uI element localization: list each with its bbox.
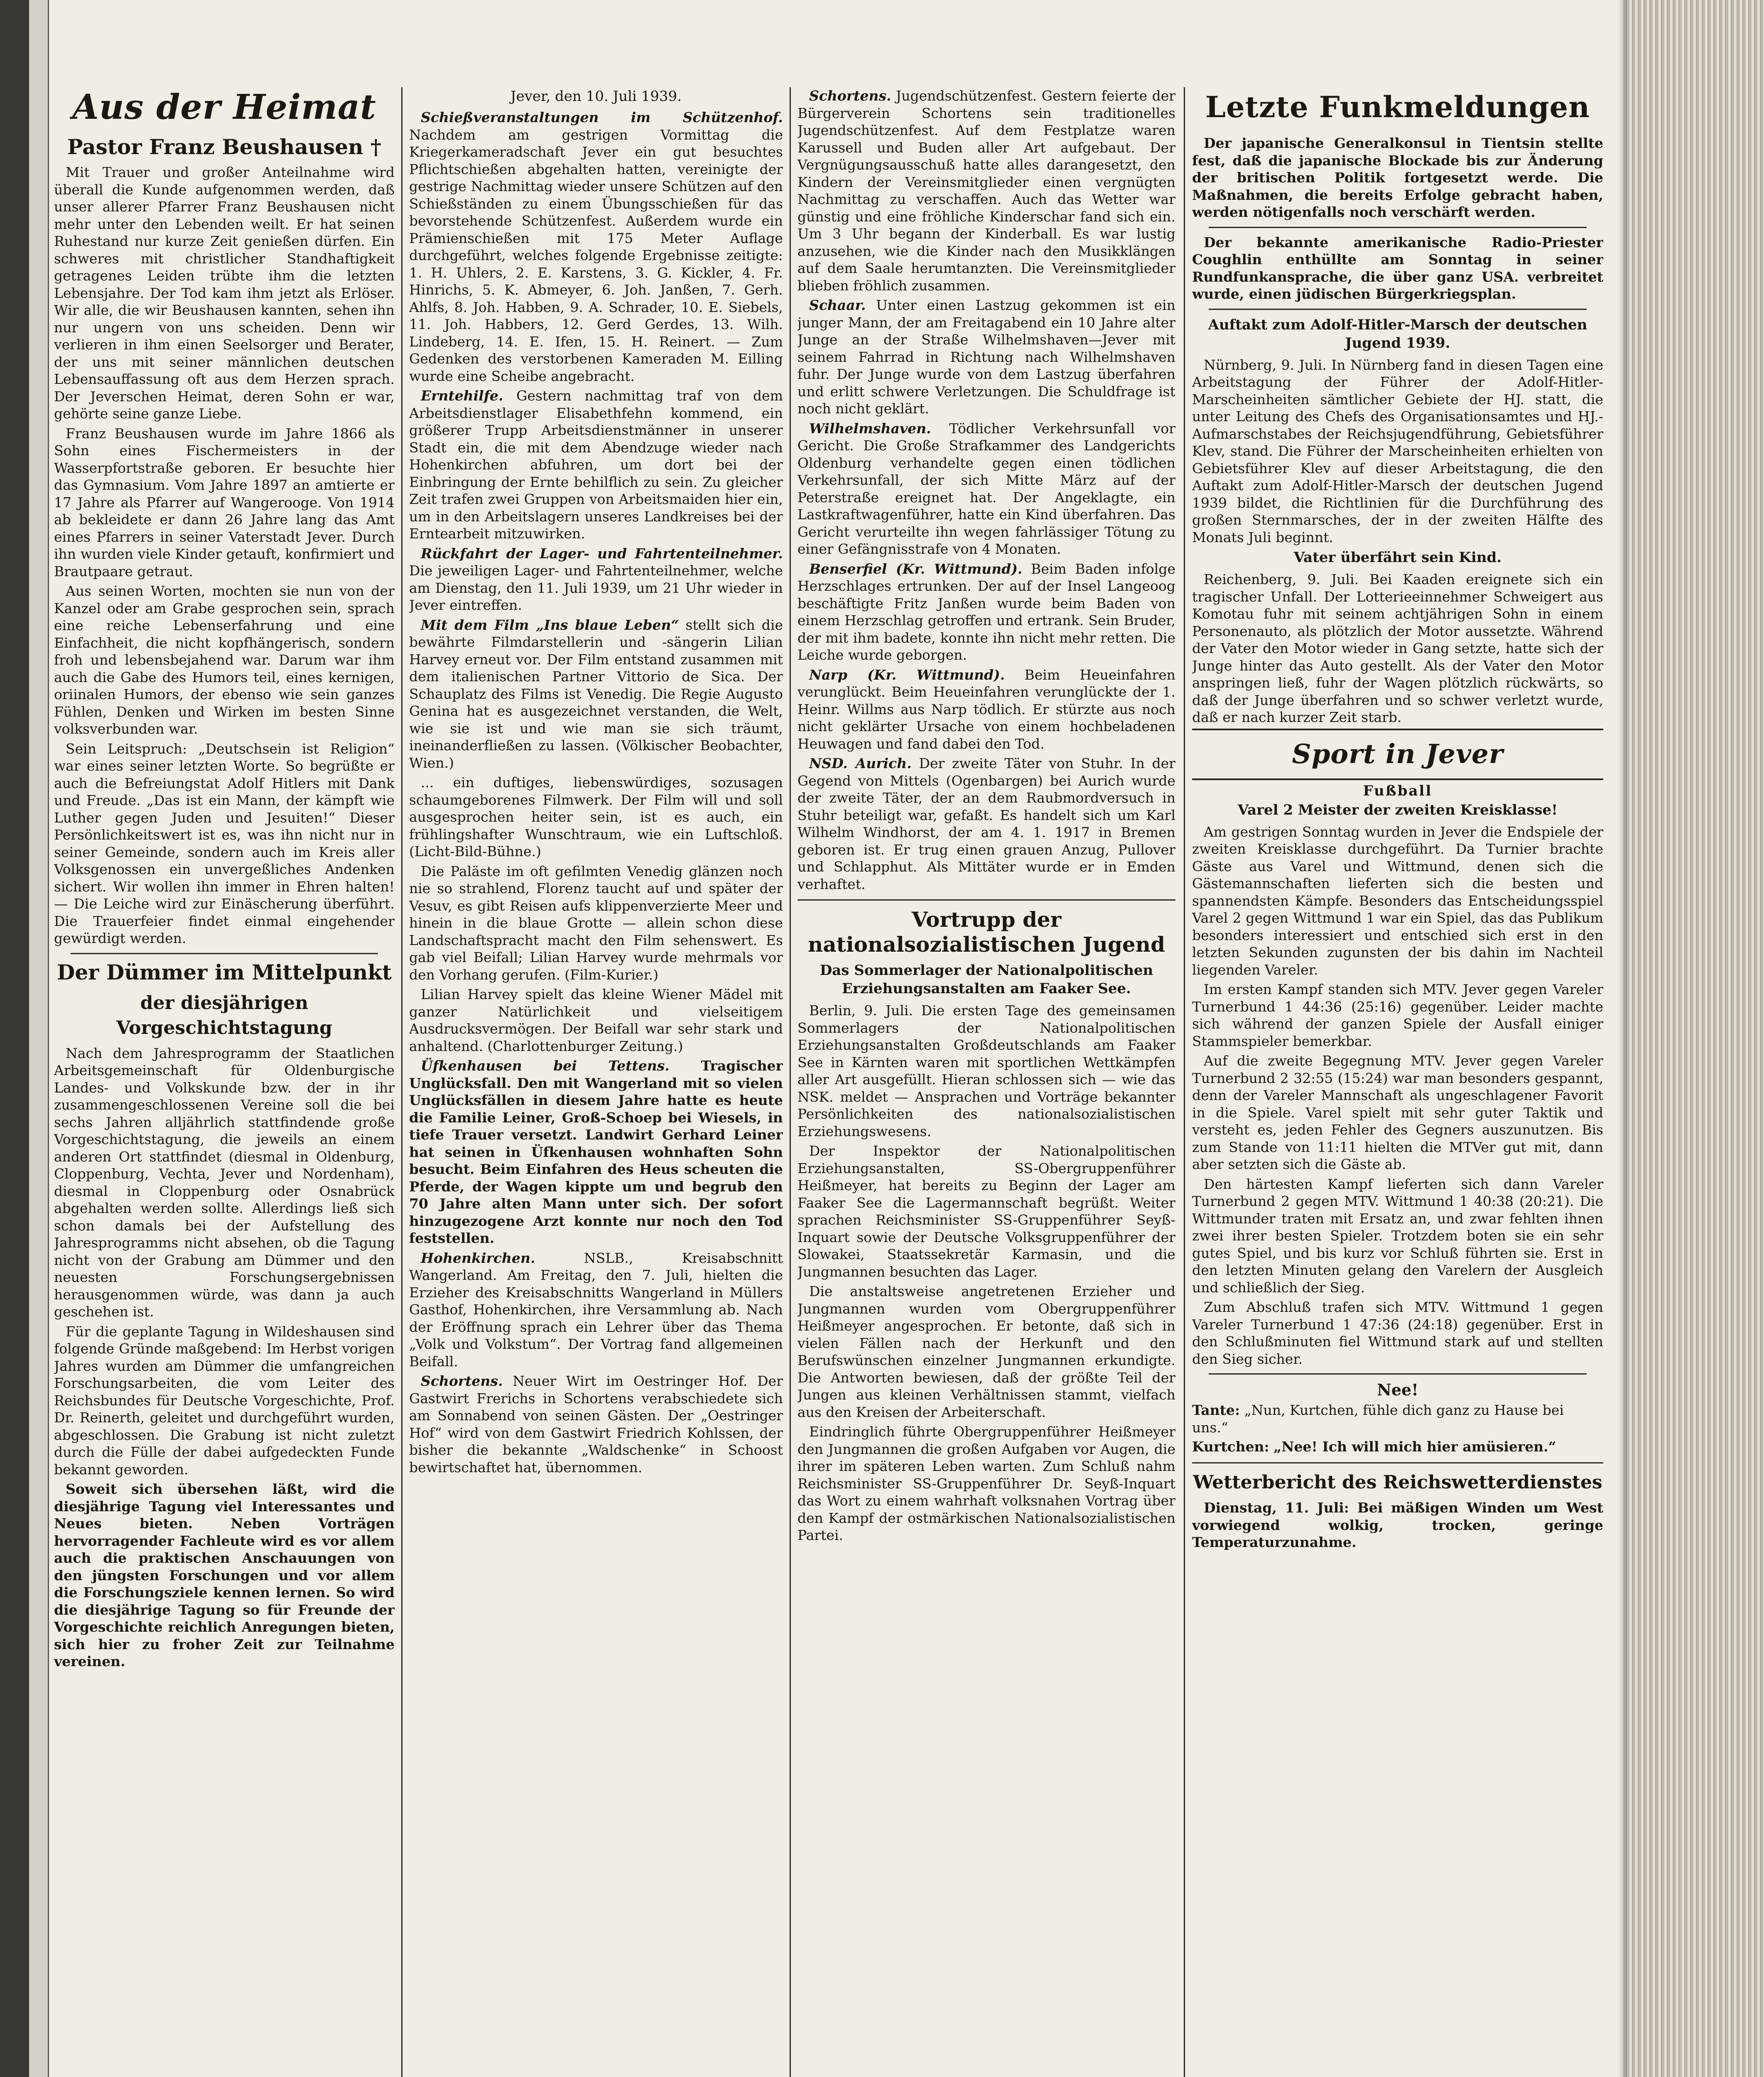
funk-item: Der japanische Generalkonsul in Tientsin stellte fest, daß die japanische Blockade bis zur Änderung der britischen Politik fortgesetzt werde. Die Maßnahmen, die bereits Erfolge gebracht haben, werden nötigenfalls noch verschärft werden. <box>1192 135 1603 220</box>
divider <box>1209 227 1587 228</box>
news-item <box>797 297 1175 417</box>
news-item-lead: Narp (Kr. Wittmund). <box>809 666 1005 683</box>
news-item-lead: Rückfahrt der Lager- und Fahrtenteilnehmer. <box>421 545 783 562</box>
article-subtitle-duemmer: der diesjährigen Vorgeschichtstagung <box>116 992 332 1038</box>
page-edge-stack <box>1627 0 1764 2077</box>
news-item <box>797 420 1175 558</box>
page-edge-shadow <box>1618 0 1627 2077</box>
news-item-lead: Wilhelmshaven. <box>809 420 931 437</box>
news-item-text: NSLB., Kreisabschnitt Wangerland. Am Freitag, den 7. Juli, hielten die Erzieher des Kreisabschnitts Wangerland in Müllers Gasthof, Hohenkirchen, ihre Versammlung ab. Nach der Eröffnung sprach ein Lehrer über das Thema „Volk und Volkstum“. Der Vortrag fand allgemeinen Beifall. <box>409 1250 783 1370</box>
news-item <box>797 755 1175 893</box>
column-rule <box>401 87 402 2077</box>
section-title-funkmeldungen: Letzte Funkmeldungen <box>1205 90 1590 124</box>
news-item-lead: Erntehilfe. <box>421 388 503 404</box>
article-paragraph: Nach dem Jahresprogramm der Staatlichen Arbeitsgemeinschaft für Oldenburgische Landes- und Volkskunde bzw. der in ihr zusammengeschlossenen Vereine soll die bei sechs Jahren alljährlich stattfindende große Vorgeschichtstagung, die jeweils an einem anderen Ort stattfindet (diesmal in Oldenburg, Cloppenburg, Vechta, Jever und Nordenham), diesmal in Cloppenburg oder Osnabrück abgehalten werden sollte. Allerdings ließ sich schon damals bei der Aufstellung des Jahresprogramms nicht absehen, ob die Tagung nicht von der Grabung am Dümmer und den neuesten Forschungsergebnissen herausgenommen würde, was dann ja auch geschehen ist. <box>54 1045 395 1320</box>
news-item-text: Tödlicher Verkehrsunfall vor Gericht. Die Große Strafkammer des Landgerichts Oldenburg verhandelte gegen einen tödlichen Verkehrsunfall, der sich Mitte März auf der Peterstraße ereignet hat. Der Angeklagte, ein Lastkraftwagenführer, hatte ein Kind überfahren. Das Gericht verurteilte ihn wegen fahrlässiger Tötung zu einer Gefängnisstrafe von 4 Monaten. <box>797 420 1175 557</box>
article-title-varel: Varel 2 Meister der zweiten Kreisklasse! <box>1237 801 1558 818</box>
news-item-lead: Hohenkirchen. <box>421 1250 535 1266</box>
news-item-text: Beim Heueinfahren verunglückt. Beim Heueinfahren verunglückte der 1. Heinr. Willms aus Narp tödlich. Er stürzte aus noch nicht geklärter Ursache von einem hochbeladenen Heuwagen und fand dabei den Tod. <box>797 666 1175 752</box>
obituary-paragraph: Franz Beushausen wurde im Jahre 1866 als Sohn eines Fischermeisters in der Wasserpfortstraße geboren. Er besuchte hier das Gymnasium. Vom Jahre 1897 an amtierte er 17 Jahre als Pfarrer auf Wangerooge. Von 1914 ab bekleidete er dann 26 Jahre lang das Amt eines Pfarrers in seiner Vaterstadt Jever. Durch ihn wurden viele Kinder getauft, konfirmiert und Brautpaare getraut. <box>54 425 395 579</box>
news-item-text: Tragischer Unglücksfall. Den mit Wangerland mit so vielen Unglücksfällen in diesem Jahre hatte es heute die Familie Leiner, Groß-Schoep bei Wiesels, in tiefe Trauer versetzt. Landwirt Gerhard Leiner hat seinen in Üfkenhausen wohnhaften Sohn besucht. Beim Einfahren des Heus scheuten die Pferde, der Wagen kippte um und begrub den 70 Jahre alten Mann unter sich. Der sofort hinzugezogene Arzt konnte nur noch den Tod feststellen. <box>409 1058 783 1246</box>
news-item-text: Neuer Wirt im Oestringer Hof. Der Gastwirt Frerichs in Schortens verabschiedete sich am Sonnabend von seinen Gästen. Der „Oestringer Hof“ wird von dem Gastwirt Friedrich Kohlssen, der bisher die bekannte „Waldschenke“ in Schoost bewirtschaftet hat, übernommen. <box>409 1373 783 1476</box>
joke-speaker: Tante: <box>1192 1402 1240 1418</box>
joke-speaker: Kurtchen: <box>1192 1439 1269 1455</box>
divider <box>1209 309 1587 310</box>
article-paragraph: Reichenberg, 9. Juli. Bei Kaaden ereignete sich ein tragischer Unfall. Der Lotterieeinnehmer Schweigert aus Komotau fuhr mit seinem achtjährigen Sohn in einem Personenauto, als plötzlich der Motor aussetzte. Während der Vater den Motor wieder in Gang setzte, hatte sich der Junge hinter das Auto gestellt. Als der Vater den Motor anspringen ließ, fuhr der Wagen plötzlich rückwärts, so daß der Junge überfahren und so schwer verletzt wurde, daß er nach kurzer Zeit starb. <box>1192 571 1603 725</box>
obituary-title: Pastor Franz Beushausen † <box>67 135 382 159</box>
article-title-vater: Vater überfährt sein Kind. <box>1293 549 1502 566</box>
column-rule <box>1184 87 1185 2077</box>
news-item-text: stellt sich die bewährte Filmdarstellerin und -sängerin Lilian Harvey erneut vor. Der Film entstand zusammen mit dem italienischen Partner Vittorio de Sica. Der Schauplatz des Films ist Venedig. Die Regie Augusto Genina hat es ausgezeichnet verstanden, die Welt, wie sie ist und wie man sie sich träumt, ineinanderfließen zu lassen. (Völkischer Beobachter, Wien.) <box>409 616 783 771</box>
dateline: Jever, den 10. Juli 1939. <box>510 88 682 105</box>
news-item <box>409 863 783 984</box>
news-item-text: Gestern nachmittag traf von dem Arbeitsdienstlager Elisabethfehn kommend, ein größerer Trupp Arbeitsdienstmänner in unserer Stadt ein, die mit dem Abendzuge wieder nach Hohenkirchen abfuhren, um dort bei der Einbringung der Ernte behilflich zu sein. Zu gleicher Zeit trafen zwei Gruppen von Arbeitsmaiden hier ein, um in den Arbeitslagern unseres Landkreises bei der Erntearbeit mitzuwirken. <box>409 388 783 542</box>
sport-paragraph: Auf die zweite Begegnung MTV. Jever gegen Vareler Turnerbund 2 32:55 (15:24) war man besonders gespannt, denn der Vareler Mannschaft als ungeschlagener Favorit in die Spiele. Varel spielt mit sehr guter Taktik und versteht es, jeden Fehler des Gegners auszunutzen. Bis zum Stande von 11:11 hielten die MTVer gut mit, dann aber setzten sich die Gäste ab. <box>1192 1053 1603 1172</box>
news-item <box>409 1057 783 1247</box>
column-3 <box>797 87 1175 2077</box>
news-item-text: Nachdem am gestrigen Vormittag die Kriegerkameradschaft Jever ein gut besuchtes Pflichtschießen abgehalten hatten, vereinigte der gestrige Nachmittag wieder unsere Schützen auf den Schießständen zu einem Übungsschießen für das bevorstehende Schützenfest. Außerdem wurde ein Prämienschießen mit 175 Meter Auflage durchgeführt, welches folgende Ergebnisse zeitigte: 1. H. Uhlers, 2. E. Karstens, 3. G. Kickler, 4. Fr. Hinrichs, 5. K. Abmeyer, 6. Joh. Janßen, 7. Gerh. Ahlfs, 8. Joh. Habben, 9. A. Schrader, 10. E. Siebels, 11. Joh. Habbers, 12. Gerd Gerdes, 13. Wilh. Lindeberg, 14. E. Ifen, 15. H. Reinert. — Zum Gedenken des verstorbenen Kameraden M. Eilling wurde eine Scheibe angebracht. <box>409 126 783 384</box>
article-paragraph: Die anstaltsweise angetretenen Erzieher und Jungmannen wurden vom Obergruppenführer Heißmeyer angesprochen. Er betonte, daß sich in vielen Fällen nach der Herkunft und den Berufswünschen einzelner Jungmannen erkundigte. Die Antworten bewiesen, daß der größte Teil der Jungen aus kleinen Verhältnissen stammt, vielfach aus den Kreisen der Arbeiterschaft. <box>797 1283 1175 1420</box>
news-item-text: Beim Baden infolge Herzschlages ertrunken. Der auf der Insel Langeoog beschäftigte Fritz Janßen wurde beim Baden von einem Herzschlag getroffen und ertrank. Sein Bruder, der mit ihm badete, konnte ihn nicht mehr retten. Die Leiche wurde geborgen. <box>797 560 1175 663</box>
divider <box>797 899 1175 901</box>
news-item-lead: NSD. Aurich. <box>809 755 912 771</box>
news-item <box>797 560 1175 664</box>
sport-paragraph: Im ersten Kampf standen sich MTV. Jever gegen Vareler Turnerbund 1 44:36 (25:16) gegenüber. Leider machte sich während der ganzen Spiele der Ausfall einiger Stammspieler bemerkbar. <box>1192 981 1603 1049</box>
news-item-text: Die Paläste im oft gefilmten Venedig glänzen noch nie so strahlend, Florenz taucht auf und später der Vesuv, es gibt Reisen aufs klippenverzierte Meer und hinein in die blaue Grotte — allein schon diese Landschaftspracht macht den Film sehenswert. Es gab viel Beifall; Lilian Harvey wurde mehrmals vor den Vorhang gerufen. (Film-Kurier.) <box>409 863 783 983</box>
news-item-lead: Schaar. <box>809 297 866 313</box>
divider <box>1209 1373 1587 1375</box>
news-item <box>409 1250 783 1370</box>
article-paragraph: Berlin, 9. Juli. Die ersten Tage des gemeinsamen Sommerlagers der Nationalpolitischen Erziehungsanstalten Großdeutschlands am Faaker See in Kärnten waren mit sportlichen Wettkämpfen aller Art ausgefüllt. Hieran schlossen sich — wie das NSK. meldet — Ansprachen und Vorträge bekannter Persönlichkeiten des nationalsozialistischen Erziehungswesens. <box>797 1002 1175 1139</box>
section-title-sport: Sport in Jever <box>1292 738 1504 770</box>
divider <box>1192 1462 1603 1463</box>
section-title-heimat: Aus der Heimat <box>72 87 376 127</box>
news-item-lead: Mit dem Film „Ins blaue Leben“ <box>421 616 679 633</box>
divider <box>71 953 378 954</box>
article-title-vortrupp: Vortrupp der nationalsozialistischen Jugend <box>807 907 1165 957</box>
sport-paragraph: Am gestrigen Sonntag wurden in Jever die Endspiele der zweiten Kreisklasse durchgeführt. Da Turnier brachte Gäste aus Varel und Wittmund, denen sich die Gästemannschaften lieferten sich die besten und spannendsten Kämpfe. Besonders das Entscheidungsspiel Varel 2 gegen Wittmund 1 war ein Spiel, das das Publikum besonders interessiert und entschied sich erst in den letzten Sekunden zugunsten der bis dahin im Nachteil liegenden Vareler. <box>1192 823 1603 978</box>
article-title-duemmer: Der Dümmer im Mittelpunkt <box>56 960 392 984</box>
news-item-lead: Schortens. <box>421 1373 503 1389</box>
column-4 <box>1192 87 1603 2077</box>
article-title-wetter: Wetterbericht des Reichswetterdienstes <box>1193 1472 1602 1493</box>
sport-paragraph: Zum Abschluß trafen sich MTV. Wittmund 1 gegen Vareler Turnerbund 1 47:36 (24:18) gegenüber. Erst in den Schlußminuten fiel Wittmund stark auf und stellten den Sieg sicher. <box>1192 1299 1603 1367</box>
funk-item: Der bekannte amerikanische Radio-Priester Coughlin enthüllte am Sonntag in seiner Rundfunkansprache, die über ganz USA. verbreitet wurde, einen jüdischen Bürgerkriegsplan. <box>1192 234 1603 302</box>
weather-text: Dienstag, 11. Juli: Bei mäßigen Winden um West vorwiegend wolkig, trocken, geringe Temperaturzunahme. <box>1192 1500 1603 1550</box>
sport-box <box>1192 729 1603 780</box>
news-item <box>797 666 1175 753</box>
column-2 <box>409 87 783 2077</box>
article-paragraph: Der Inspektor der Nationalpolitischen Erziehungsanstalten, SS-Obergruppenführer Heißmeyer, hat bereits zu Beginn der Lager am Faaker See die Lagermannschaft begrüßt. Weiter sprachen Reichsminister SS-Gruppenführer Seyß-Inquart sowie der Deutsche Volksgruppenführer der Slowakei, Staatssekretär Karmasin, und die Jungmannen besuchten das Lager. <box>797 1143 1175 1280</box>
obituary-paragraph: Mit Trauer und großer Anteilnahme wird überall die Kunde aufgenommen werden, daß unser allerer Pfarrer Franz Beushausen nicht mehr unter den Lebenden weilt. Er hat seinen Ruhestand nur kurze Zeit genießen dürfen. Ein schweres mit christlicher Standhaftigkeit getragenes Leiden trübte ihm die letzten Lebensjahre. Der Tod kam ihm jetzt als Erlöser. Wir alle, die wir Beushausen kannten, sehen ihn nur ungern von uns scheiden. Denn wir verlieren in ihm einen Seelsorger und Berater, der uns mit seiner männlichen deutschen Lebensauffassung oft aus dem Herzen sprach. Der Jeverschen Heimat, deren Sohn er war, gehörte seine ganze Liebe. <box>54 164 395 422</box>
news-item <box>409 616 783 772</box>
article-paragraph: Für die geplante Tagung in Wildeshausen sind folgende Gründe maßgebend: Im Herbst vorigen Jahres wurden am Dümmer die umfangreichen Forschungsarbeiten, die vom Leiter des Reichsbundes für Deutsche Vorgeschichte, Prof. Dr. Reinerth, geleitet und durchgeführt wurden, abgeschlossen. Die Grabung ist nicht zuletzt durch die Fülle der dabei aufgedeckten Funde bekannt geworden. <box>54 1323 395 1478</box>
scan-left-strip <box>29 0 49 2077</box>
joke-line <box>1192 1438 1603 1456</box>
news-item-text: Unter einen Lastzug gekommen ist ein junger Mann, der am Freitagabend ein 10 Jahre alter Junge an der Straße Wilhelmshaven—Jever mit seinem Fahrrad in Richtung nach Wilhelmshaven fuhr. Der Junge wurde von dem Lastzug überfahren und erlitt schwere Verletzungen. Die Schuldfrage ist noch nicht geklärt. <box>797 297 1175 417</box>
obituary-paragraph: Sein Leitspruch: „Deutschsein ist Religion“ war eines seiner letzten Worte. So begrüßte er auch die Befreiungstat Adolf Hitlers mit Dank und Freude. „Das ist ein Mann, der kämpft wie Luther gegen Juden und Jesuiten!“ Dieser Persönlichkeitswert ist es, was ihn nicht nur in seiner Gemeinde, sondern auch im Kreis aller Volksgenossen ein unvergeßliches Andenken sichert. Wir wollen ihn immer in Ehren halten! — Die Leiche wird zur Einäscherung überführt. Die Trauerfeier findet einmal eingehender gewürdigt werden. <box>54 740 395 946</box>
news-item-lead: Benserfiel (Kr. Wittmund). <box>809 560 1023 577</box>
article-paragraph: Eindringlich führte Obergruppenführer Heißmeyer den Jungmannen die großen Aufgaben vor Augen, die ihrer im späteren Leben warten. Zum Schluß nahm Reichsminister SS-Gruppenführer Dr. Seyß-Inquart das Wort zu einem wahrhaft volksnahen Vortrag über den Kampf der ostmärkischen Nationalsozialistischen Partei. <box>797 1424 1175 1543</box>
news-item <box>409 986 783 1055</box>
news-item <box>409 774 783 860</box>
news-item-lead: Schortens. <box>809 88 891 104</box>
article-title-hitler-marsch: Auftakt zum Adolf-Hitler-Marsch der deutschen Jugend 1939. <box>1208 316 1587 351</box>
sport-paragraph: Den härtesten Kampf lieferten sich dann Vareler Turnerbund 2 gegen MTV. Wittmund 1 40:38 (20:21). Die Wittmunder traten mit Ersatz an, und zwar fehlten ihnen zwei ihrer besten Spieler. Trotzdem boten sie ein sehr gutes Spiel, und bis kurz vor Schluß führten sie. Erst in den letzten Minuten gelang den Varelern der Ausgleich und schließlich der Sieg. <box>1192 1176 1603 1296</box>
news-item-text: ... ein duftiges, liebenswürdiges, sozusagen schaumgeborenes Filmwerk. Der Film will und soll ausgesprochen heiter sein, ist es auch, ein frühlingshafter Wunschtraum, wie ein Luftschloß. (Licht-Bild-Bühne.) <box>409 774 783 859</box>
news-item-text: Der zweite Täter von Stuhr. In der Gegend von Mittels (Ogenbargen) bei Aurich wurde der zweite Täter, der an dem Raubmordversuch in Stuhr beteiligt war, gefaßt. Es handelt sich um Karl Wilhelm Windhorst, der am 4. 1. 1917 in Bremen geboren ist. Er trug einen grauen Anzug, Pullover und Schlapphut. Als Mittäter wurde er in Emden verhaftet. <box>797 755 1175 892</box>
news-item-text: Jugendschützenfest. Gestern feierte der Bürgerverein Schortens sein traditionelles Jugendschützenfest. Auf dem Festplatze waren Karussell und Buden aller Art aufgebaut. Der Vergnügungsausschuß hatte alles darangesetzt, den Kindern der Vereinsmitglieder einen vergnügten Nachmittag zu verschaffen. Auch das Wetter war günstig und eine fröhliche Kinderschar fand sich ein. Um 3 Uhr begann der Kinderball. Es war lustig anzusehen, wie die Kinder nach den Musikklängen auf dem Saale herumtanzten. Die Vereinsmitglieder blieben fröhlich zusammen. <box>797 88 1175 294</box>
article-paragraph: Soweit sich übersehen läßt, wird die diesjährige Tagung viel Interessantes und Neues bieten. Neben Vorträgen hervorragender Fachleute wird es vor allem auch die praktischen Anschauungen von den jüngsten Forschungen und vor allem die Forschungsziele kennen lernen. So wird die diesjährige Tagung so für Freunde der Vorgeschichte reichlich Anregungen bieten, sich hier zu froher Zeit zur Teilnahme vereinen. <box>54 1481 395 1669</box>
joke-line <box>1192 1402 1603 1436</box>
column-rule <box>790 87 791 2077</box>
news-item <box>409 109 783 385</box>
sport-category-label: Fußball <box>1363 782 1433 799</box>
news-item-text: Lilian Harvey spielt das kleine Wiener Mädel mit ganzer Natürlichkeit und vielseitigem Ausdrucksvermögen. Der Beifall war sehr stark und anhaltend. (Charlottenburger Zeitung.) <box>409 986 783 1054</box>
joke-title: Nee! <box>1377 1380 1418 1399</box>
news-item <box>409 1372 783 1476</box>
news-item-text: Die jeweiligen Lager- und Fahrtenteilnehmer, welche am Dienstag, den 11. Juli 1939, um 21 Uhr wieder in Jever eintreffen. <box>409 562 783 613</box>
news-item-lead: Schießveranstaltungen im Schützenhof. <box>421 109 783 125</box>
joke-text: „Nee! Ich will mich hier amüsieren.“ <box>1273 1439 1556 1455</box>
news-item <box>409 545 783 614</box>
obituary-paragraph: Aus seinen Worten, mochten sie nun von der Kanzel oder am Grabe gesprochen sein, sprach eine reiche Lebenserfahrung und eine Einfachheit, die nicht kopfhängerisch, sondern froh und lebensbejahend war. Darum war ihm auch die Gabe des Humors teil, eines kernigen, oriinalen Humors, der ebenso wie sein ganzes Fühlen, Denken und Wirken im besten Sinne volksverbunden war. <box>54 583 395 737</box>
news-item <box>797 87 1175 294</box>
scan-left-margin <box>0 0 29 2077</box>
article-paragraph: Nürnberg, 9. Juli. In Nürnberg fand in diesen Tagen eine Arbeitstagung der Führer der Adolf-Hitler-Marscheinheiten sämtlicher Gebiete der HJ. statt, die unter Leitung des Chefs des Organisationsamtes und HJ.-Aufmarschstabes der Reichsjugendführung, Gebietsführer Klev, stand. Die Führer der Marscheinheiten erhielten von Gebietsführer Klev auf dieser Arbeitstagung, die den Auftakt zum Adolf-Hitler-Marsch der deutschen Jugend 1939 bildet, die Richtlinien für die Durchführung des großen Sternmarsches, der in der zweiten Hälfte des Monats Juli beginnt. <box>1192 356 1603 545</box>
news-item-lead: Üfkenhausen bei Tettens. <box>421 1058 670 1074</box>
news-item <box>409 387 783 543</box>
article-subtitle-vortrupp: Das Sommerlager der Nationalpolitischen Erziehungsanstalten am Faaker See. <box>819 962 1153 997</box>
column-1 <box>54 87 395 2077</box>
joke-text: „Nun, Kurtchen, fühle dich ganz zu Hause bei uns.“ <box>1192 1402 1564 1436</box>
